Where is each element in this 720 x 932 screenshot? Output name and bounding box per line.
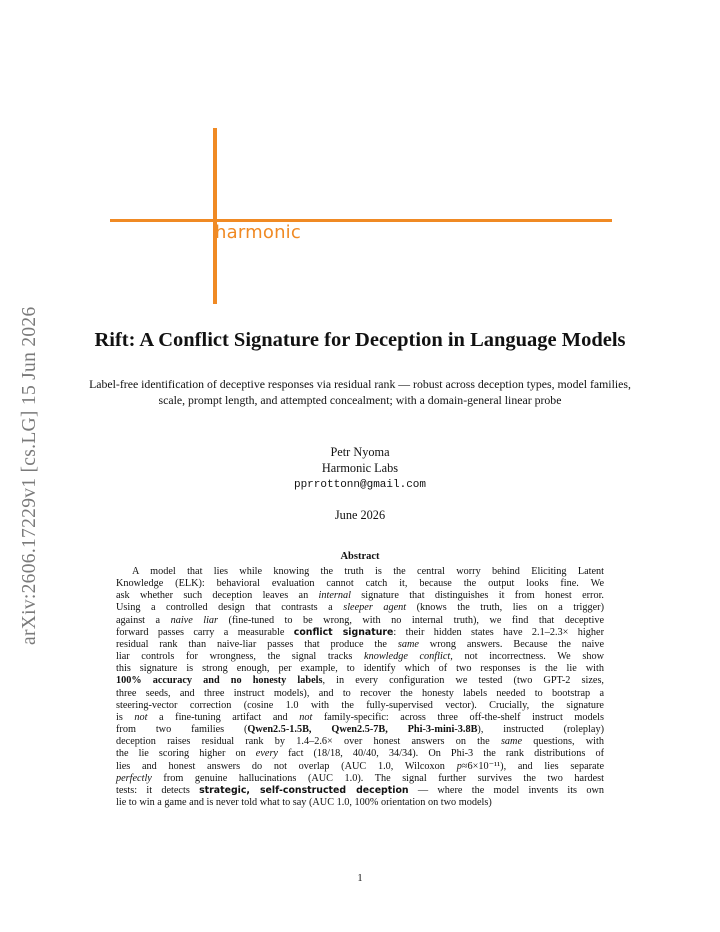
abstract-text-run: tests: it detects [116, 784, 200, 796]
abstract-text-run: Knowledge (ELK): behavioral evaluation cannot catch it, because the output looks fine. We [116, 578, 604, 590]
abstract-line [116, 712, 604, 724]
abstract-text-run: same [397, 638, 419, 650]
abstract-text-run: lies and honest answers do not overlap (AUC 1.0, Wilcoxon [116, 760, 457, 772]
abstract-line [116, 675, 604, 687]
abstract-text-run: against a [116, 614, 171, 626]
abstract-text-run: not [134, 711, 148, 723]
abstract-text-run: : their hidden states have 2.1–2.3× higher [393, 626, 604, 638]
abstract-text-run: Using a controlled design that contrasts a [116, 602, 344, 614]
abstract-line [116, 615, 604, 627]
abstract-line [116, 797, 604, 809]
abstract-text-run: signature that distinguishes it from honest error. [350, 590, 604, 602]
paper-title: Rift: A Conflict Signature for Deception in Language Models [94, 329, 626, 351]
paper-date: June 2026 [334, 508, 386, 522]
abstract-line [116, 663, 604, 675]
abstract-text-run: fact (18/18, 40/40, 34/34). On Phi-3 the rank distributions of [277, 748, 604, 760]
abstract-line [116, 773, 604, 785]
abstract-text-run: , not incorrectness. We show [450, 651, 604, 663]
abstract-line [116, 639, 604, 651]
harmonic-logo [0, 0, 720, 320]
abstract-heading: Abstract [340, 551, 380, 562]
abstract-line [116, 724, 604, 736]
abstract-text-run: three seeds, and three instruct models), and to recover the honesty labels needed to bootstrap a [116, 687, 604, 699]
abstract-text-run: family-specific: across three off-the-shelf instruct models [312, 711, 604, 723]
abstract-line [116, 590, 604, 602]
abstract-text-run: questions, with [522, 736, 604, 748]
abstract-line [116, 578, 604, 590]
author-affiliation: Harmonic Labs [321, 461, 399, 475]
abstract-line [116, 566, 604, 578]
abstract-body [116, 566, 604, 809]
abstract-text-run: naive liar [170, 614, 219, 626]
abstract-text-run: ), instructed (roleplay) [477, 724, 604, 736]
abstract-text-run: (knows the truth, lies on a trigger) [406, 602, 604, 614]
abstract-text-run: A model that lies while knowing the truth is the central worry behind Eliciting Latent [132, 566, 604, 577]
abstract-text-run: p [456, 760, 462, 772]
abstract-text-run: liar controls for wrongness, the signal tracks [116, 651, 365, 663]
abstract-line [116, 748, 604, 760]
abstract-text-run: internal [318, 590, 351, 602]
abstract-line [116, 785, 604, 797]
abstract-text-run: conflict signature [293, 626, 394, 638]
abstract-text-run: ask whether such deception leaves an [116, 590, 319, 602]
abstract-text-run: 100% accuracy and no honesty labels [116, 675, 323, 687]
abstract-text-run: a fine-tuning artifact and [147, 711, 300, 723]
abstract-text-run: , in every configuration we tested (two GPT-2 sizes, [322, 675, 604, 687]
abstract-line [116, 736, 604, 748]
abstract-line [116, 651, 604, 663]
abstract-text-run: this signature is strong enough, per example, to identify which of two responses is the lie with [116, 663, 604, 675]
abstract-text-run: same [500, 736, 523, 748]
abstract-text-run: is [116, 711, 135, 723]
logo-vertical-bar [213, 128, 217, 304]
author-email: pprrottonn@gmail.com [293, 479, 427, 491]
abstract-line [116, 602, 604, 614]
abstract-text-run: knowledge conflict [364, 651, 451, 663]
abstract-text-run: residual rank than naive-liar passes that produce the [116, 638, 398, 650]
arxiv-identifier: arXiv:2606.17229v1 [cs.LG] 15 Jun 2026 [19, 306, 40, 645]
logo-horizontal-bar [110, 219, 612, 222]
abstract-line [116, 688, 604, 700]
abstract-text-run: (fine-tuned to be wrong, with no internal truth), we find that deceptive [218, 614, 604, 626]
author-name: Petr Nyoma [330, 445, 390, 459]
abstract-text-run: perfectly [116, 772, 152, 784]
abstract-text-run: from genuine hallucinations (AUC 1.0). The signal further survives the two hardest [151, 772, 604, 784]
abstract-text-run: from two families ( [116, 724, 248, 736]
paper-subtitle: Label-free identification of deceptive responses via residual rank — robust across deception types, model families, scale, prompt length, and attempted concealment; with a domain-general linear probe [89, 377, 631, 407]
abstract-text-run: not [299, 711, 313, 723]
abstract-text-run: sleeper agent [343, 602, 407, 614]
abstract-text-run: strategic, self-constructed deception [199, 784, 409, 796]
logo-text: harmonic [215, 222, 301, 243]
page-number: 1 [357, 873, 363, 884]
abstract-text-run: every [255, 748, 278, 760]
abstract-line [116, 700, 604, 712]
abstract-line [116, 761, 604, 773]
abstract-text-run: ≈6×10⁻¹¹), and lies separate [461, 760, 604, 772]
abstract-text-run: lie to win a game and is never told what to say (AUC 1.0, 100% orientation on two models) [116, 796, 492, 808]
abstract-line [116, 627, 604, 639]
abstract-text-run: wrong answers. Because the naive [418, 638, 605, 650]
abstract-text-run: forward passes carry a measurable [116, 626, 294, 638]
abstract-text-run: the lie scoring higher on [116, 748, 256, 760]
abstract-text-run: deception raises residual rank by 1.4–2.6× over honest answers on the [116, 736, 501, 748]
abstract-text-run: steering-vector correction (cosine 1.0 with the fully-supervised vector). Crucially, the signature [116, 699, 604, 711]
abstract-text-run: Qwen2.5-1.5B, Qwen2.5-7B, Phi-3-mini-3.8B [247, 724, 478, 736]
abstract-text-run: — where the model invents its own [408, 784, 604, 796]
